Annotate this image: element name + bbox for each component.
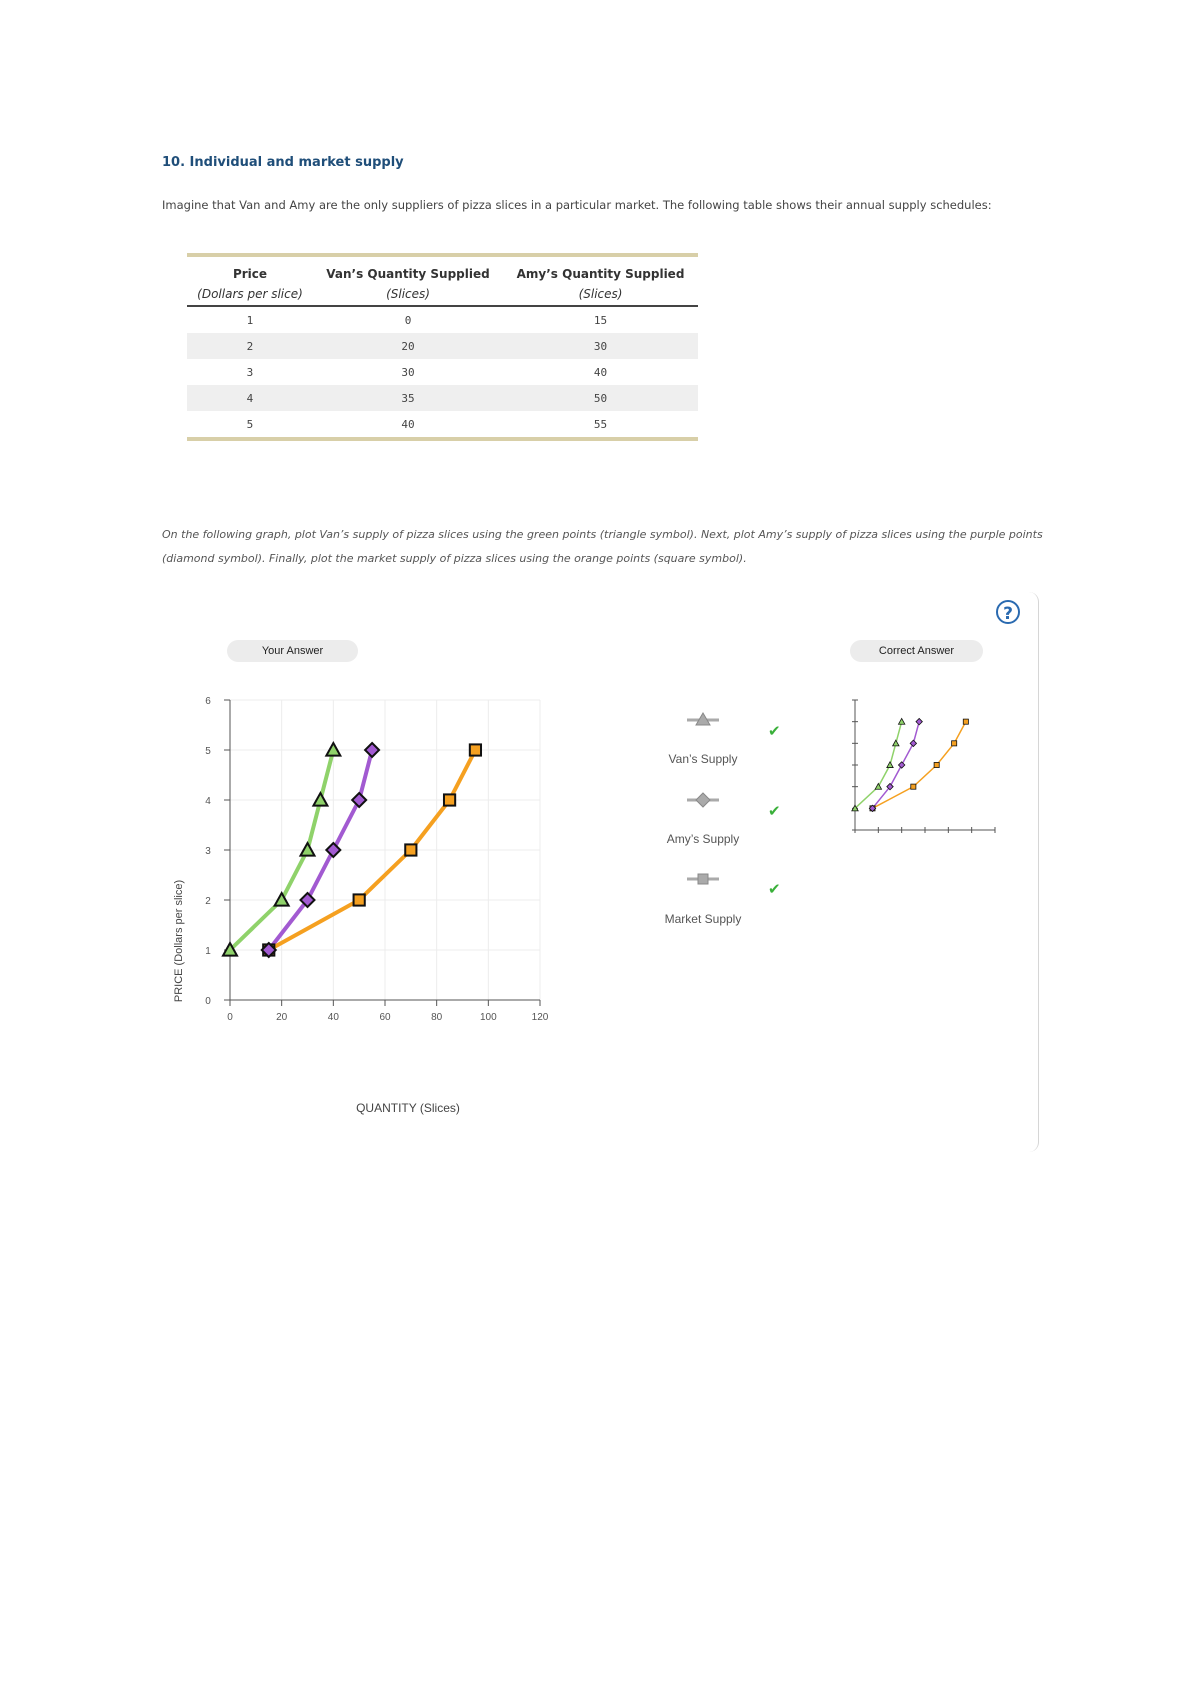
- van-point[interactable]: [301, 843, 315, 856]
- legend-amy-label: Amy’s Supply: [666, 832, 740, 846]
- header-amy-qty: Amy’s Quantity Supplied: [516, 267, 685, 281]
- x-axis-label: QUANTITY (Slices): [356, 1101, 460, 1115]
- x-tick-label: 60: [379, 1012, 391, 1023]
- header-price: Price: [232, 267, 268, 281]
- y-tick-label: 2: [205, 896, 211, 907]
- table-row: [187, 359, 698, 385]
- header-amy-unit: (Slices): [503, 282, 698, 306]
- cell-amy: 50: [503, 385, 698, 411]
- amy-point[interactable]: [326, 843, 340, 857]
- x-tick-label: 80: [431, 1012, 443, 1023]
- mini-van-supply-line: [855, 722, 902, 809]
- x-tick-label: 40: [327, 1012, 339, 1023]
- x-tick-label: 20: [276, 1012, 288, 1023]
- intro-text: Imagine that Van and Amy are the only suppliers of pizza slices in a particular market. The following table shows their annual supply schedules:: [162, 198, 992, 212]
- question-title: 10. Individual and market supply: [162, 155, 404, 170]
- cell-amy: 30: [503, 333, 698, 359]
- mini-market-point: [963, 719, 968, 724]
- x-tick-label: 100: [479, 1012, 497, 1023]
- supply-graph[interactable]: [160, 690, 600, 1120]
- mini-van-point: [875, 783, 881, 789]
- table-row: [187, 306, 698, 333]
- header-price-unit: (Dollars per slice): [187, 282, 313, 306]
- mini-market-point: [911, 784, 916, 789]
- cell-price: 2: [187, 333, 313, 359]
- cell-amy: 40: [593, 365, 608, 379]
- your-answer-label: Your Answer: [227, 640, 358, 662]
- cell-amy: 55: [593, 417, 608, 431]
- supply-schedule-table: [187, 253, 698, 447]
- market-point[interactable]: [444, 794, 455, 805]
- table-bottom-rule: [187, 439, 698, 447]
- market-point[interactable]: [405, 844, 416, 855]
- cell-van: 30: [401, 365, 415, 379]
- mini-market-point: [934, 762, 939, 767]
- y-tick-label: 3: [205, 846, 211, 857]
- cell-price: 4: [187, 385, 313, 411]
- market-point[interactable]: [354, 894, 365, 905]
- table-row: [187, 385, 698, 411]
- mini-van-point: [887, 762, 893, 768]
- check-icon: ✔: [768, 722, 781, 740]
- y-tick-label: 1: [205, 946, 211, 957]
- market-point[interactable]: [470, 744, 481, 755]
- legend-van-label: Van’s Supply: [668, 752, 738, 766]
- header-van-unit: (Slices): [313, 282, 503, 306]
- legend-van-symbol[interactable]: [686, 710, 720, 730]
- amy-point[interactable]: [352, 793, 366, 807]
- x-tick-label: 0: [227, 1012, 233, 1023]
- cell-amy: 15: [593, 313, 608, 327]
- y-tick-label: 4: [205, 796, 211, 807]
- y-tick-label: 0: [205, 996, 211, 1007]
- graph-instructions: On the following graph, plot Van’s supply of pizza slices using the green points (triangle symbol). Next, plot Amy’s supply of pizza slices using the purple points (diamond symbol). Finally, plot the market supply of pizza slices using the orange points (square symbol).: [162, 528, 1043, 565]
- cell-price: 3: [246, 365, 254, 379]
- cell-van: 20: [313, 333, 503, 359]
- mini-amy-point: [916, 718, 922, 724]
- mini-amy-point: [898, 762, 904, 768]
- mini-market-point: [952, 741, 957, 746]
- check-icon: ✔: [768, 880, 781, 898]
- cell-van: 40: [401, 417, 415, 431]
- y-axis-label: PRICE (Dollars per slice): [173, 879, 185, 1003]
- legend-amy-symbol[interactable]: [686, 790, 720, 810]
- van-point[interactable]: [275, 893, 289, 906]
- mini-market-supply-line: [873, 722, 966, 809]
- cell-price: 5: [246, 417, 254, 431]
- mini-van-point: [898, 718, 904, 724]
- legend-market-label: Market Supply: [664, 912, 742, 926]
- van-point[interactable]: [326, 743, 340, 756]
- mini-amy-point: [910, 740, 916, 746]
- header-van-qty: Van’s Quantity Supplied: [326, 267, 490, 281]
- y-tick-label: 6: [205, 696, 211, 707]
- correct-answer-label: Correct Answer: [850, 640, 983, 662]
- table-row: [187, 411, 698, 439]
- y-tick-label: 5: [205, 746, 211, 757]
- cell-van: 35: [313, 385, 503, 411]
- x-tick-label: 120: [531, 1012, 549, 1023]
- mini-van-point: [893, 740, 899, 746]
- correct-answer-graph: [845, 690, 1005, 850]
- amy-point[interactable]: [365, 743, 379, 757]
- legend-market-symbol[interactable]: [686, 869, 720, 889]
- check-icon: ✔: [768, 802, 781, 820]
- help-icon[interactable]: ?: [996, 600, 1020, 624]
- cell-price: 1: [246, 313, 254, 327]
- table-row: [187, 333, 698, 359]
- van-point[interactable]: [313, 793, 327, 806]
- cell-van: 0: [404, 313, 412, 327]
